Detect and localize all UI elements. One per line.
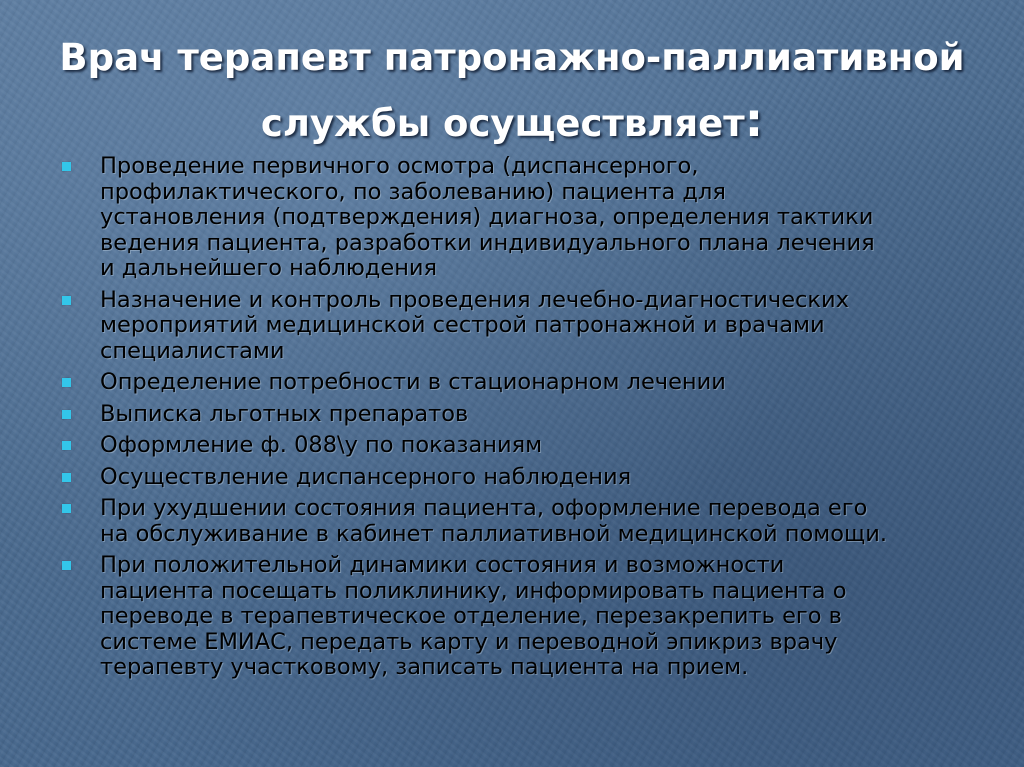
- bullet-item: [56, 402, 996, 428]
- square-bullet-icon: [62, 410, 71, 419]
- bullet-item: [56, 154, 996, 282]
- square-bullet-icon: [62, 296, 71, 305]
- square-bullet-icon: [62, 378, 71, 387]
- bullet-text-line: При ухудшении состояния пациента, оформление перевода его: [100, 495, 868, 521]
- bullet-text-line: Выписка льготных препаратов: [100, 400, 469, 427]
- title-colon: :: [744, 93, 764, 147]
- bullet-text-line: Проведение первичного осмотра (диспансерного,: [100, 153, 699, 179]
- bullet-item: [56, 433, 996, 459]
- bullet-text-line: на обслуживание в кабинет паллиативной медицинской помощи.: [100, 520, 887, 547]
- bullet-text-line: Оформление ф. 088\у по показаниям: [100, 432, 543, 458]
- bullet-text-line: Назначение и контроль проведения лечебно-диагностических: [100, 286, 849, 313]
- bullet-text-line: мероприятий медицинской сестрой патронажной и врачами: [100, 312, 825, 338]
- bullet-text-line: системе ЕМИАС, передать карту и переводной эпикриз врачу: [100, 628, 838, 655]
- bullet-text-line: Определение потребности в стационарном лечении: [100, 369, 726, 395]
- bullet-text-line: и дальнейшего наблюдения: [100, 255, 438, 281]
- bullet-item: [56, 496, 996, 547]
- bullet-text-line: Осуществление диспансерного наблюдения: [100, 463, 632, 490]
- title-line-2: [40, 89, 984, 155]
- square-bullet-icon: [62, 504, 71, 513]
- bullet-text-line: специалистами: [100, 337, 285, 364]
- square-bullet-icon: [62, 441, 71, 450]
- bullet-text-line: При положительной динамики состояния и возможности: [100, 552, 785, 578]
- square-bullet-icon: [62, 561, 71, 570]
- square-bullet-icon: [62, 473, 71, 482]
- bullet-text-line: терапевту участковому, записать пациента на прием.: [100, 654, 749, 680]
- bullet-text-line: установления (подтверждения) диагноза, определения тактики: [100, 204, 874, 230]
- square-bullet-icon: [62, 162, 71, 171]
- bullet-text-line: профилактического, по заболеванию) пациента для: [100, 178, 726, 205]
- bullet-text-line: переводе в терапевтическое отделение, перезакрепить его в: [100, 603, 842, 629]
- bullet-text-line: пациента посещать поликлинику, информировать пациента о: [100, 577, 847, 604]
- bullet-item: [56, 465, 996, 491]
- title-line-1: Врач терапевт патронажно-паллиативной: [59, 36, 965, 79]
- bullet-list: [56, 154, 996, 687]
- bullet-item: [56, 553, 996, 681]
- bullet-item: [56, 370, 996, 396]
- slide-title: [40, 26, 984, 155]
- bullet-item: [56, 288, 996, 365]
- bullet-text-line: ведения пациента, разработки индивидуального плана лечения: [100, 229, 875, 256]
- title-line-2-text: службы осуществляет: [260, 102, 745, 145]
